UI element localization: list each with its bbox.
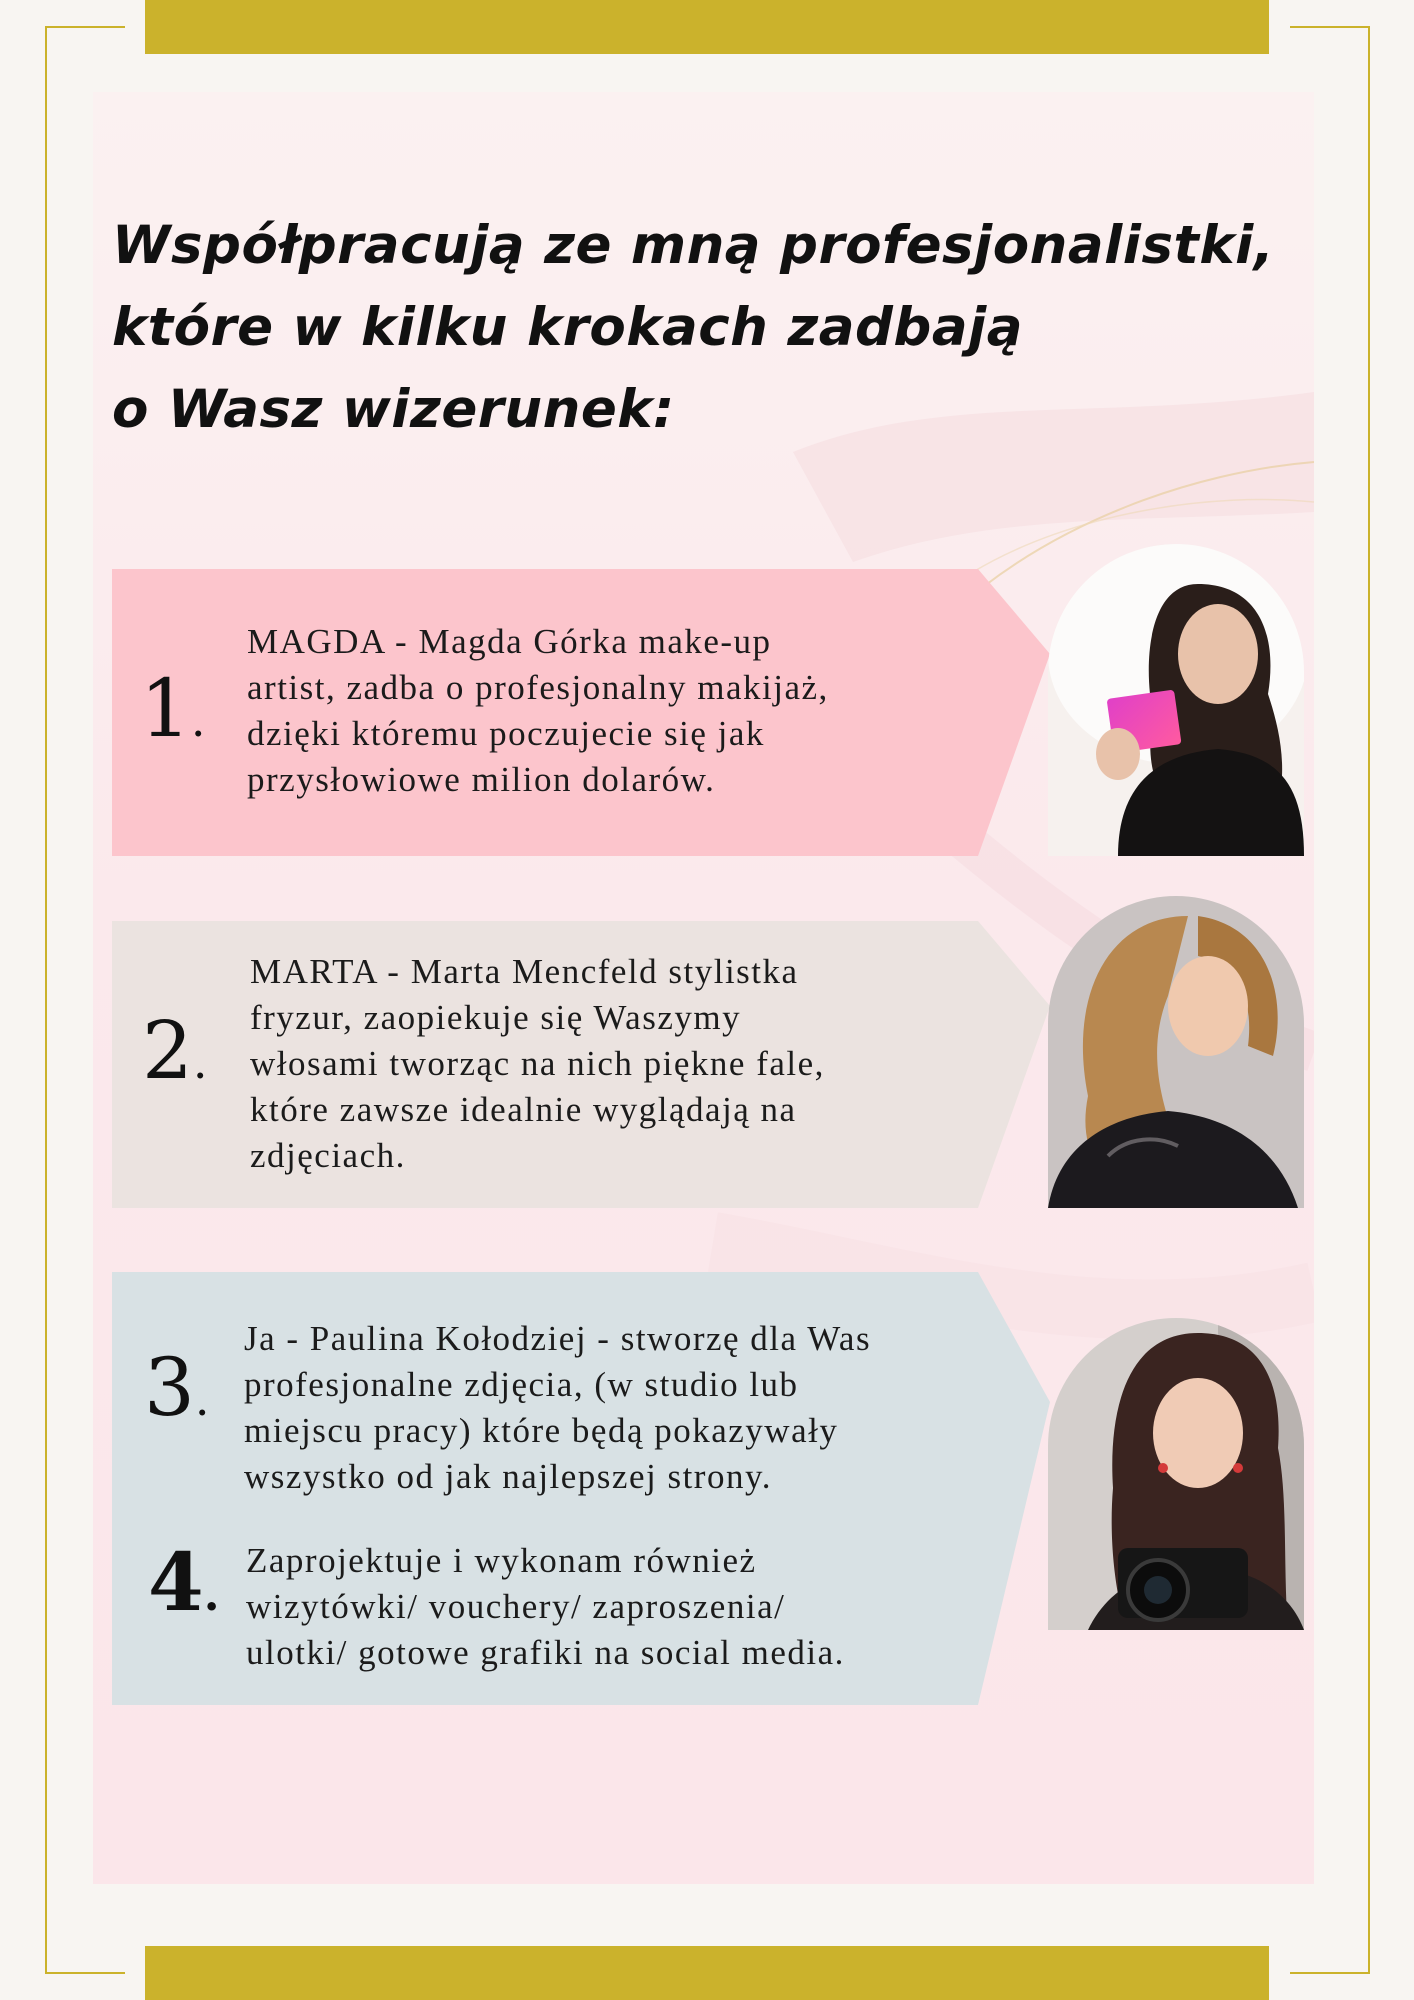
item-line: MARTA - Marta Mencfeld stylistka <box>250 952 799 991</box>
item-line: przysłowiowe milion dolarów. <box>247 760 716 799</box>
item-number-1: 1. <box>140 662 206 755</box>
top-gold-bar <box>145 0 1269 54</box>
item-line: które zawsze idealnie wyglądają na <box>250 1090 797 1129</box>
frame-left-line <box>45 26 47 1974</box>
item-card-1 <box>112 569 1050 856</box>
heading-line: które w kilku krokach zadbają <box>112 297 1024 358</box>
item-text-2 <box>250 949 825 1179</box>
item-number-4: 4. <box>148 1535 220 1629</box>
frame-top-left-line <box>45 26 125 28</box>
paulina-photo <box>1048 1318 1304 1630</box>
marta-photo <box>1048 896 1304 1208</box>
bottom-gold-bar <box>145 1946 1269 2000</box>
item-line: Ja - Paulina Kołodziej - stworzę dla Was <box>244 1319 872 1358</box>
item-line: włosami tworząc na nich piękne fale, <box>250 1044 825 1083</box>
item-text-1 <box>247 619 829 803</box>
magda-photo <box>1048 544 1304 856</box>
item-line: zdjęciach. <box>250 1136 406 1175</box>
item-text-3 <box>244 1316 871 1500</box>
heading-line: Współpracują ze mną profesjonalistki, <box>112 215 1275 276</box>
page-heading <box>112 205 1275 451</box>
item-card-2 <box>112 921 1050 1208</box>
item-card-3-4 <box>112 1272 1050 1705</box>
frame-top-right-line <box>1290 26 1370 28</box>
item-line: wizytówki/ vouchery/ zaproszenia/ <box>246 1587 786 1626</box>
item-line: miejscu pracy) które będą pokazywały <box>244 1411 839 1450</box>
frame-bottom-right-line <box>1290 1972 1370 1974</box>
item-line: dzięki któremu poczujecie się jak <box>247 714 765 753</box>
item-line: MAGDA - Magda Górka make-up <box>247 622 772 661</box>
item-number-3: 3. <box>144 1341 210 1434</box>
item-text-4 <box>246 1538 845 1676</box>
item-line: Zaprojektuje i wykonam również <box>246 1541 757 1580</box>
frame-bottom-left-line <box>45 1972 125 1974</box>
item-line: fryzur, zaopiekuje się Waszymy <box>250 998 742 1037</box>
item-line: artist, zadba o profesjonalny makijaż, <box>247 668 829 707</box>
item-line: wszystko od jak najlepszej strony. <box>244 1457 772 1496</box>
item-number-2: 2. <box>142 1004 208 1097</box>
item-line: ulotki/ gotowe grafiki na social media. <box>246 1633 845 1672</box>
item-line: profesjonalne zdjęcia, (w studio lub <box>244 1365 799 1404</box>
heading-line: o Wasz wizerunek: <box>112 379 675 440</box>
frame-right-line <box>1368 26 1370 1974</box>
